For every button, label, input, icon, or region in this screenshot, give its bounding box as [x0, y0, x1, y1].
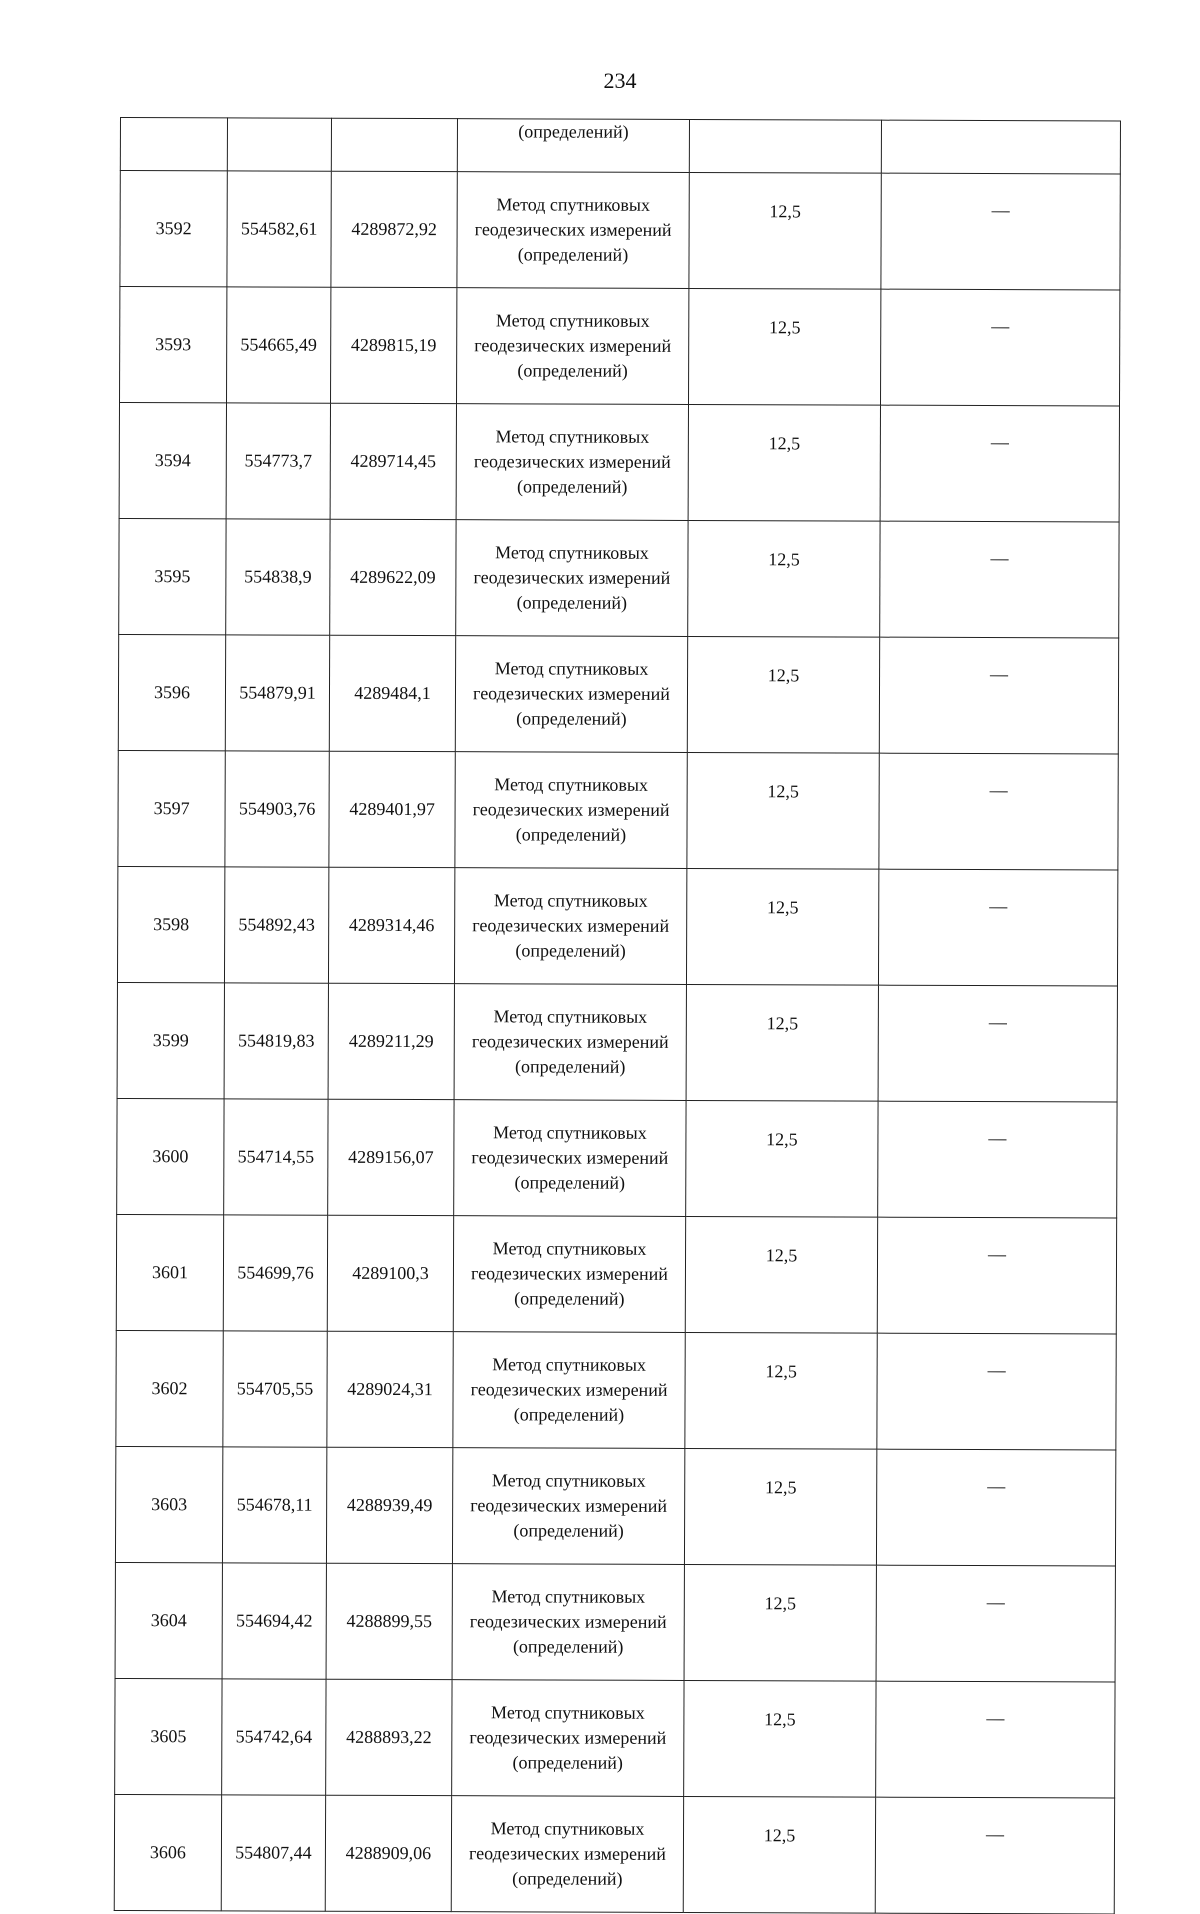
method-line: (определений)	[516, 708, 627, 729]
cell-method	[455, 752, 687, 869]
cell-x: 554694,42	[222, 1563, 326, 1679]
cell-y: 4289314,46	[328, 867, 454, 983]
method-line: Метод спутниковых	[496, 194, 651, 215]
cell-x: 554742,64	[222, 1679, 326, 1795]
cell-y: 4289024,31	[327, 1331, 453, 1447]
cell-method	[453, 1332, 685, 1449]
table-row	[115, 1446, 1115, 1565]
cell-point: 3605	[115, 1678, 222, 1794]
table-row	[117, 1098, 1117, 1217]
method-line: геодезических измерений	[469, 1727, 667, 1748]
cell-point: 3602	[116, 1330, 223, 1446]
method-line: (определений)	[516, 476, 628, 497]
cell-y	[331, 118, 457, 171]
cell-accuracy: 12,5	[685, 1332, 877, 1449]
method-line: Метод спутниковых	[491, 1470, 646, 1491]
cell-accuracy: 12,5	[686, 868, 878, 985]
method-line: (определений)	[512, 1868, 623, 1889]
table-row	[118, 634, 1118, 753]
cell-x: 554903,76	[225, 751, 329, 867]
method-line: (определений)	[512, 1752, 623, 1773]
cell-y: 4289211,29	[328, 983, 454, 1099]
coordinates-table	[114, 117, 1121, 1914]
method-line: Метод спутниковых	[495, 542, 649, 563]
cell-point: 3596	[118, 634, 225, 750]
note-dash: —	[986, 1708, 1005, 1729]
table-row	[120, 171, 1120, 290]
cell-x: 554838,9	[226, 519, 330, 635]
cell-method	[454, 1100, 686, 1217]
cell-y: 4289622,09	[330, 519, 456, 635]
cell-x: 554807,44	[221, 1795, 325, 1911]
cell-y: 4288939,49	[326, 1447, 452, 1563]
cell-method	[457, 288, 689, 405]
note-dash: —	[988, 1128, 1007, 1149]
note-dash: —	[989, 896, 1008, 917]
cell-note	[878, 985, 1117, 1102]
note-dash: —	[988, 1012, 1007, 1033]
table-row	[120, 287, 1120, 406]
cell-y: 4288909,06	[325, 1795, 451, 1911]
method-line: Метод спутниковых	[493, 890, 648, 911]
cell-point: 3592	[120, 171, 227, 287]
cell-note	[877, 1217, 1116, 1334]
table-row	[115, 1562, 1115, 1681]
cell-x: 554714,55	[224, 1099, 328, 1215]
cell-point: 3593	[120, 287, 227, 403]
cell-method	[451, 1796, 683, 1913]
cell-point: 3594	[119, 403, 226, 519]
cell-accuracy: 12,5	[686, 1100, 878, 1217]
method-line: Метод спутниковых	[495, 426, 650, 447]
cell-point: 3597	[118, 750, 225, 866]
cell-method	[454, 984, 686, 1101]
note-dash: —	[991, 200, 1010, 221]
note-dash: —	[986, 1592, 1005, 1613]
method-line: геодезических измерений	[471, 1263, 668, 1284]
method-line: Метод спутниковых	[493, 1006, 648, 1027]
cell-method	[456, 404, 688, 521]
cell-accuracy: 12,5	[688, 404, 880, 521]
method-line: Метод спутниковых	[492, 1354, 647, 1375]
method-line: геодезических измерений	[474, 335, 672, 356]
cell-note	[876, 1449, 1115, 1566]
method-line: (определений)	[516, 592, 628, 613]
table-row	[115, 1678, 1115, 1797]
cell-accuracy: 12,5	[684, 1448, 876, 1565]
cell-note	[880, 521, 1119, 638]
cell-x: 554678,11	[222, 1447, 326, 1563]
method-line: Метод спутниковых	[494, 658, 649, 679]
cell-accuracy: 12,5	[684, 1680, 876, 1797]
cell-note	[880, 405, 1119, 522]
method-line: геодезических измерений	[470, 1495, 668, 1516]
table-row	[118, 750, 1118, 869]
note-dash: —	[989, 780, 1008, 801]
cell-point	[120, 118, 227, 171]
cell-x: 554819,83	[224, 983, 328, 1099]
note-dash: —	[987, 1476, 1006, 1497]
cell-point: 3595	[119, 518, 226, 634]
table-body	[114, 118, 1120, 1914]
table-row	[116, 1330, 1116, 1449]
cell-y: 4288893,22	[326, 1679, 452, 1795]
cell-note	[881, 173, 1120, 290]
cell-note	[878, 1101, 1117, 1218]
note-dash: —	[991, 316, 1010, 337]
cell-x	[227, 118, 331, 171]
cell-note	[875, 1797, 1114, 1914]
cell-x: 554699,76	[223, 1215, 327, 1331]
cell-method	[456, 520, 688, 637]
cell-point: 3598	[117, 866, 224, 982]
cell-accuracy: 12,5	[683, 1796, 875, 1913]
method-tail: (определений)	[518, 121, 629, 142]
method-line: Метод спутниковых	[495, 310, 650, 331]
cell-accuracy: 12,5	[687, 752, 879, 869]
cell-note	[876, 1681, 1115, 1798]
note-dash: —	[987, 1360, 1006, 1381]
cell-note	[876, 1565, 1115, 1682]
cell-x: 554705,55	[223, 1331, 327, 1447]
cell-x: 554879,91	[225, 635, 329, 751]
cell-point: 3599	[117, 982, 224, 1098]
cell-accuracy	[689, 119, 881, 173]
cell-y: 4288899,55	[326, 1563, 452, 1679]
method-line: (определений)	[514, 1288, 625, 1309]
cell-method	[454, 868, 686, 985]
method-line: Метод спутниковых	[491, 1586, 646, 1607]
method-line: геодезических измерений	[471, 1147, 669, 1168]
method-line: Метод спутниковых	[494, 774, 649, 795]
cell-note	[877, 1333, 1116, 1450]
method-line: (определений)	[513, 1404, 625, 1425]
cell-note	[880, 289, 1119, 406]
cell-point: 3603	[115, 1446, 222, 1562]
continuation-row	[120, 118, 1120, 174]
method-line: Метод спутниковых	[491, 1702, 645, 1723]
table-row	[119, 403, 1119, 522]
method-line: геодезических измерений	[471, 1031, 669, 1052]
table-row	[117, 982, 1117, 1101]
cell-y: 4289100,3	[327, 1215, 453, 1331]
method-line: геодезических измерений	[474, 219, 672, 240]
cell-note	[881, 120, 1120, 174]
method-line: (определений)	[517, 360, 628, 381]
cell-note	[879, 753, 1118, 870]
cell-note	[878, 869, 1117, 986]
table-row	[114, 1794, 1114, 1913]
method-line: геодезических измерений	[470, 1379, 668, 1400]
cell-method	[452, 1680, 684, 1797]
method-line: геодезических измерений	[472, 915, 670, 936]
method-line: геодезических измерений	[473, 451, 671, 472]
method-line: Метод спутниковых	[492, 1238, 647, 1259]
page-number: 234	[603, 68, 637, 93]
method-line: геодезических измерений	[468, 1843, 666, 1864]
method-line: геодезических измерений	[473, 683, 670, 704]
cell-accuracy: 12,5	[685, 1216, 877, 1333]
method-line: (определений)	[512, 1636, 624, 1657]
cell-point: 3604	[115, 1562, 222, 1678]
cell-x: 554582,61	[227, 171, 331, 287]
cell-accuracy: 12,5	[689, 172, 881, 289]
cell-method	[453, 1216, 685, 1333]
method-line: (определений)	[514, 1056, 626, 1077]
method-line: (определений)	[515, 940, 626, 961]
cell-y: 4289401,97	[329, 751, 455, 867]
cell-method	[452, 1448, 684, 1565]
cell-method	[452, 1564, 684, 1681]
cell-x: 554665,49	[227, 287, 331, 403]
cell-method	[457, 172, 689, 289]
cell-y: 4289815,19	[331, 287, 457, 403]
cell-y: 4289484,1	[329, 635, 455, 751]
cell-y: 4289872,92	[331, 171, 457, 287]
method-line: (определений)	[513, 1520, 624, 1541]
cell-accuracy: 12,5	[686, 984, 878, 1101]
method-line: (определений)	[517, 244, 629, 265]
cell-x: 554773,7	[226, 403, 330, 519]
method-line: (определений)	[515, 824, 627, 845]
cell-accuracy: 12,5	[684, 1564, 876, 1681]
table-row	[116, 1214, 1116, 1333]
cell-method	[455, 636, 687, 753]
note-dash: —	[988, 1244, 1007, 1265]
method-line: геодезических измерений	[473, 567, 671, 588]
cell-accuracy: 12,5	[688, 288, 880, 405]
method-line: Метод спутниковых	[490, 1818, 645, 1839]
table-row	[117, 866, 1117, 985]
note-dash: —	[985, 1824, 1005, 1845]
cell-point: 3606	[114, 1794, 221, 1910]
method-line: (определений)	[514, 1172, 626, 1193]
cell-accuracy: 12,5	[687, 636, 879, 753]
cell-x: 554892,43	[224, 867, 328, 983]
cell-y: 4289714,45	[330, 403, 456, 519]
note-dash: —	[990, 548, 1009, 569]
note-dash: —	[990, 664, 1009, 685]
table-row	[119, 518, 1119, 637]
method-line: геодезических измерений	[469, 1611, 667, 1632]
method-line: Метод спутниковых	[493, 1122, 647, 1143]
cell-method	[457, 119, 689, 173]
note-dash: —	[990, 432, 1009, 453]
cell-accuracy: 12,5	[688, 520, 880, 637]
method-line: геодезических измерений	[472, 799, 670, 820]
cell-y: 4289156,07	[328, 1099, 454, 1215]
cell-point: 3601	[116, 1214, 223, 1330]
cell-note	[879, 637, 1118, 754]
cell-point: 3600	[117, 1098, 224, 1214]
